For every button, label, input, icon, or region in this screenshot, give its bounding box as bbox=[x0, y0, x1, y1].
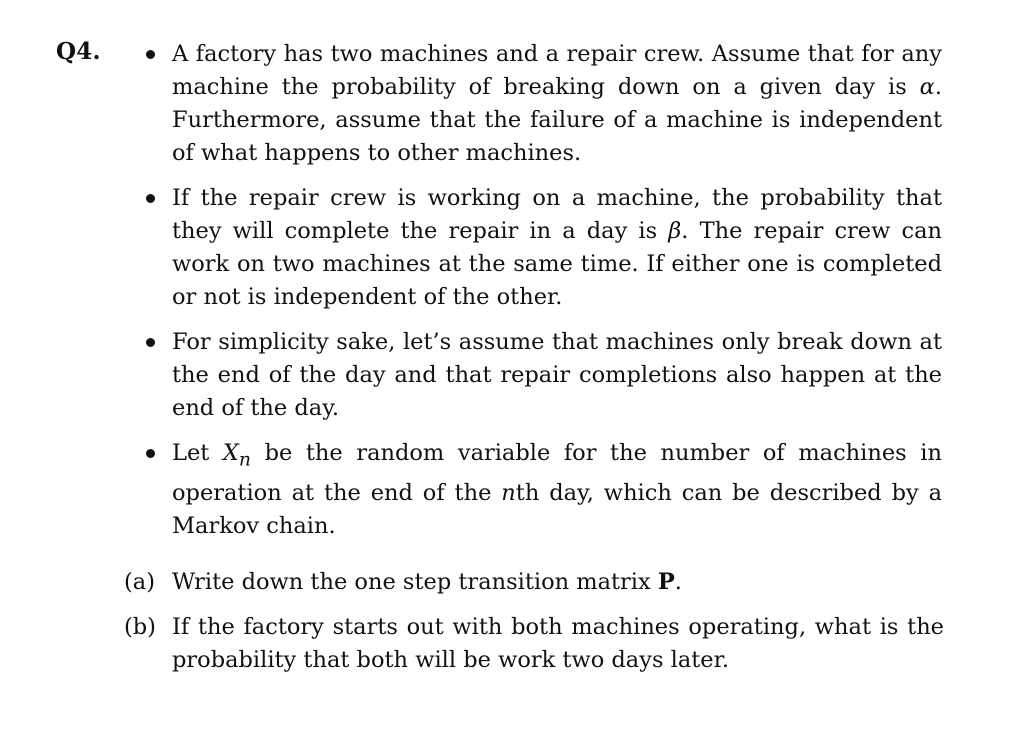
bullet-dot-icon bbox=[146, 338, 155, 347]
part-text: If the factory starts out with both machines operating, what is the probability that both will be work two days later. bbox=[172, 614, 944, 673]
question-label: Q4. bbox=[56, 38, 101, 65]
assumption-text: For simplicity sake, let’s assume that machines only break down at the end of the day and that repair completions also happen at the end of the day. bbox=[172, 329, 942, 421]
part-text: Write down the one step transition matrix bbox=[172, 569, 658, 595]
part-text-cont: . bbox=[674, 569, 682, 595]
assumption-text-mid: be the random variable for the number of machines in operation at the end of the bbox=[172, 440, 942, 506]
assumption-text-cont: . The repair crew can work on two machines at the same time. If either one is completed or not is independent of the other. bbox=[172, 218, 943, 310]
n-subscript: n bbox=[238, 449, 251, 471]
assumption-text: Let bbox=[172, 440, 223, 466]
beta-symbol: β bbox=[668, 218, 682, 244]
assumptions-list bbox=[142, 38, 942, 555]
assumption-item bbox=[142, 182, 942, 314]
matrix-symbol: P bbox=[657, 569, 675, 595]
bullet-dot-icon bbox=[146, 449, 155, 458]
bullet-dot-icon bbox=[146, 50, 155, 59]
assumption-text: If the repair crew is working on a machine, the probability that they will complete the repair in a day is bbox=[172, 185, 942, 244]
assumption-item bbox=[142, 38, 942, 170]
assumption-item bbox=[142, 437, 942, 543]
part-label: (b) bbox=[124, 614, 156, 640]
assumption-text: A factory has two machines and a repair crew. Assume that for any machine the probability of breaking down on a given day is bbox=[172, 41, 942, 100]
x-symbol: X bbox=[222, 440, 239, 466]
question-part bbox=[124, 566, 944, 599]
alpha-symbol: α bbox=[919, 74, 935, 100]
assumption-text-cont: . Furthermore, assume that the failure of a machine is independent of what happens to other machines. bbox=[172, 74, 942, 166]
n-symbol: n bbox=[501, 479, 516, 506]
question-parts bbox=[124, 566, 944, 689]
question-part bbox=[124, 611, 944, 677]
assumption-text-cont: th day, which can be described by a Markov chain. bbox=[172, 479, 942, 539]
part-label: (a) bbox=[124, 569, 155, 595]
assumption-item bbox=[142, 326, 942, 425]
bullet-dot-icon bbox=[146, 194, 155, 203]
